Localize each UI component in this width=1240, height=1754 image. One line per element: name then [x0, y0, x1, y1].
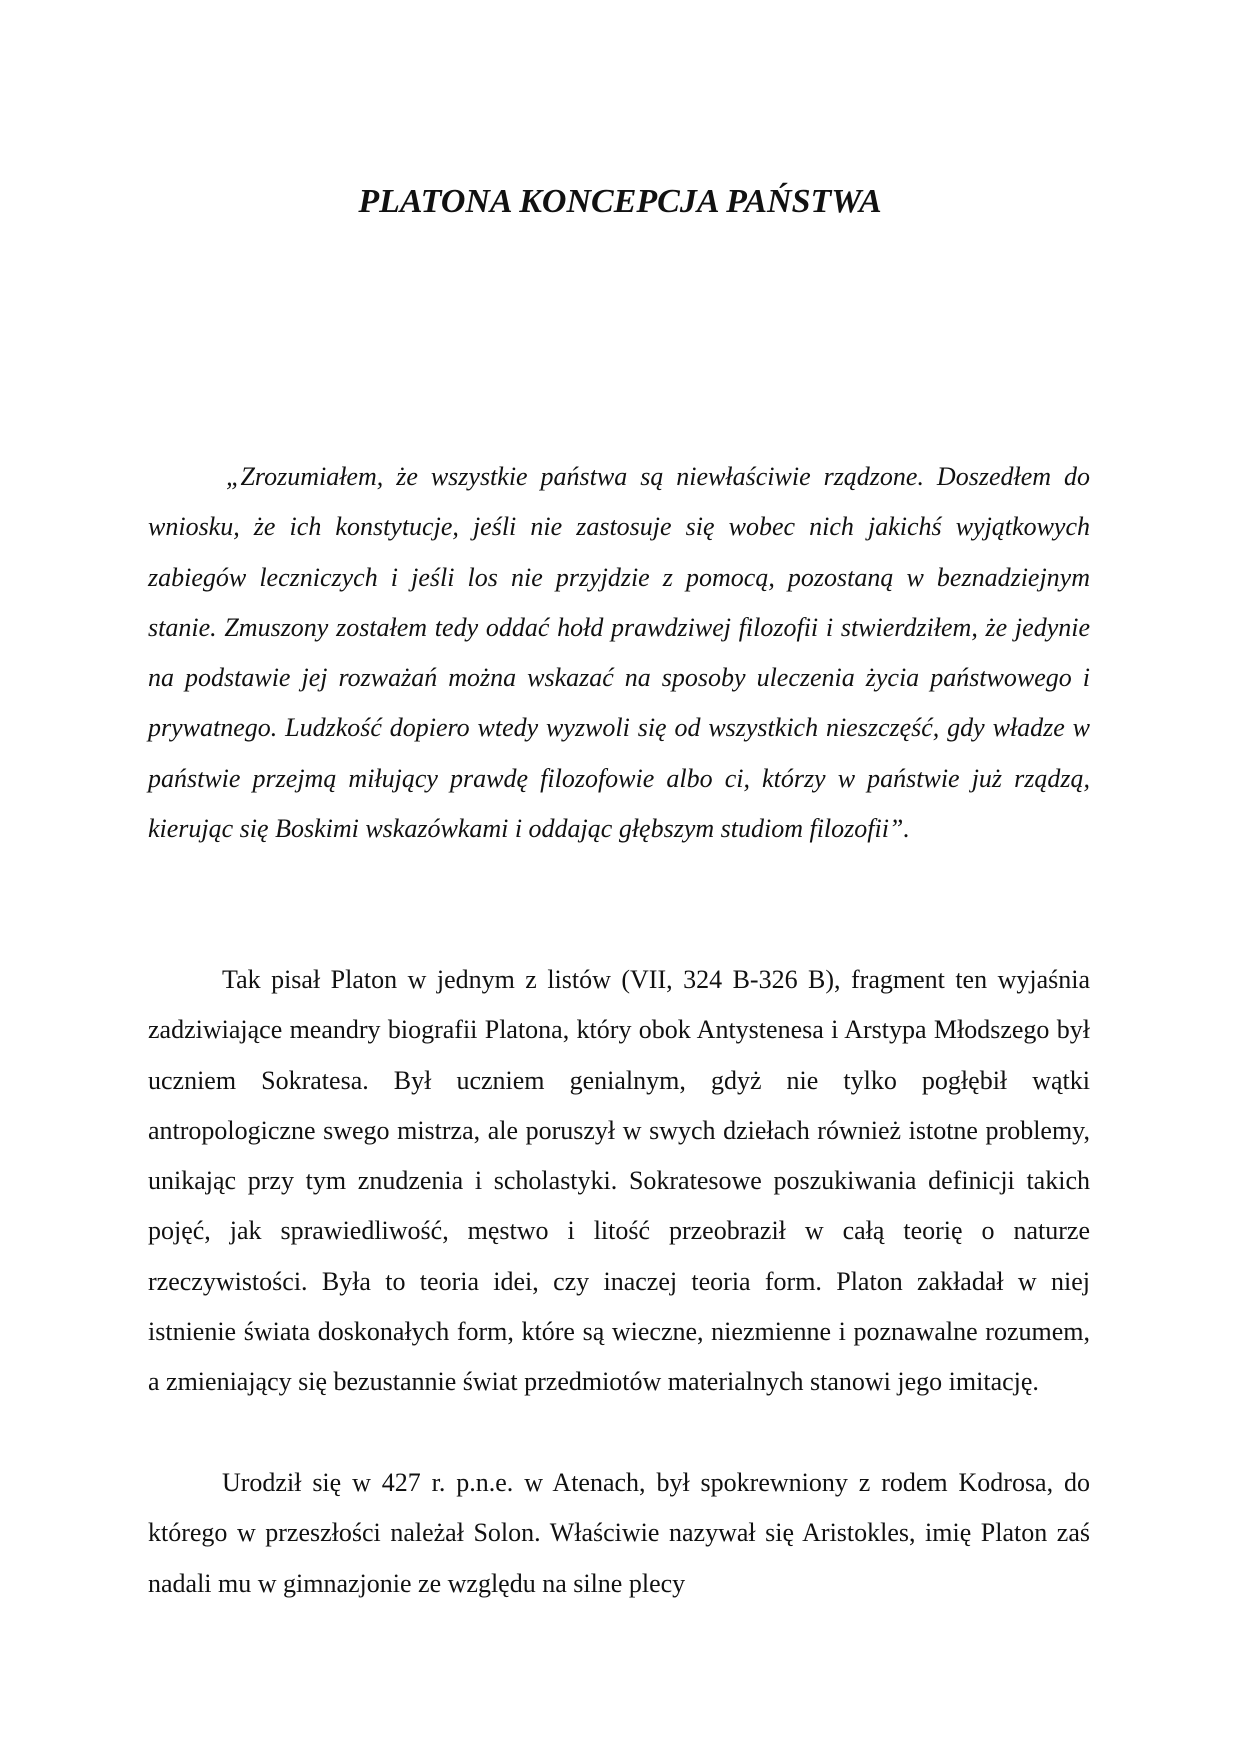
- opening-quote: „Zrozumiałem, że wszystkie państwa są niewłaściwie rządzone. Doszedłem do wniosku, że ich konstytucje, jeśli nie zastosuje się wobec nich jakichś wyjątkowych zabiegów leczniczych i jeśli los nie przyjdzie z pomocą, pozostaną w beznadziejnym stanie. Zmuszony zostałem tedy oddać hołd prawdziwej filozofii i stwierdziłem, że jedynie na podstawie jej rozważań można wskazać na sposoby uleczenia życia państwowego i prywatnego. Ludzkość dopiero wtedy wyzwoli się od wszystkich nieszczęść, gdy władze w państwie przejmą miłujący prawdę filozofowie albo ci, którzy w państwie już rządzą, kierując się Boskimi wskazówkami i oddając głębszym studiom filozofii”.: [148, 462, 1090, 844]
- document-title: PLATONA KONCEPCJA PAŃSTWA: [358, 183, 882, 220]
- paragraph-2: Urodził się w 427 r. p.n.e. w Atenach, był spokrewniony z rodem Kodrosa, do którego w przeszłości należał Solon. Właściwie nazywał się Aristokles, imię Platon zaś nadali mu w gimnazjonie ze względu na silne plecy: [148, 1468, 1090, 1598]
- paragraph-1: Tak pisał Platon w jednym z listów (VII, 324 B-326 B), fragment ten wyjaśnia zadziwiające meandry biografii Platona, który obok Antystenesa i Arstypa Młodszego był uczniem Sokratesa. Był uczniem genialnym, gdyż nie tylko pogłębił wątki antropologiczne swego mistrza, ale poruszył w swych dziełach również istotne problemy, unikając przy tym znudzenia i scholastyki. Sokratesowe poszukiwania definicji takich pojęć, jak sprawiedliwość, męstwo i litość przeobraził w całą teorię o naturze rzeczywistości. Była to teoria idei, czy inaczej teoria form. Platon zakładał w niej istnienie świata doskonałych form, które są wieczne, niezmienne i poznawalne rozumem, a zmieniający się bezustannie świat przedmiotów materialnych stanowi jego imitację.: [148, 965, 1090, 1397]
